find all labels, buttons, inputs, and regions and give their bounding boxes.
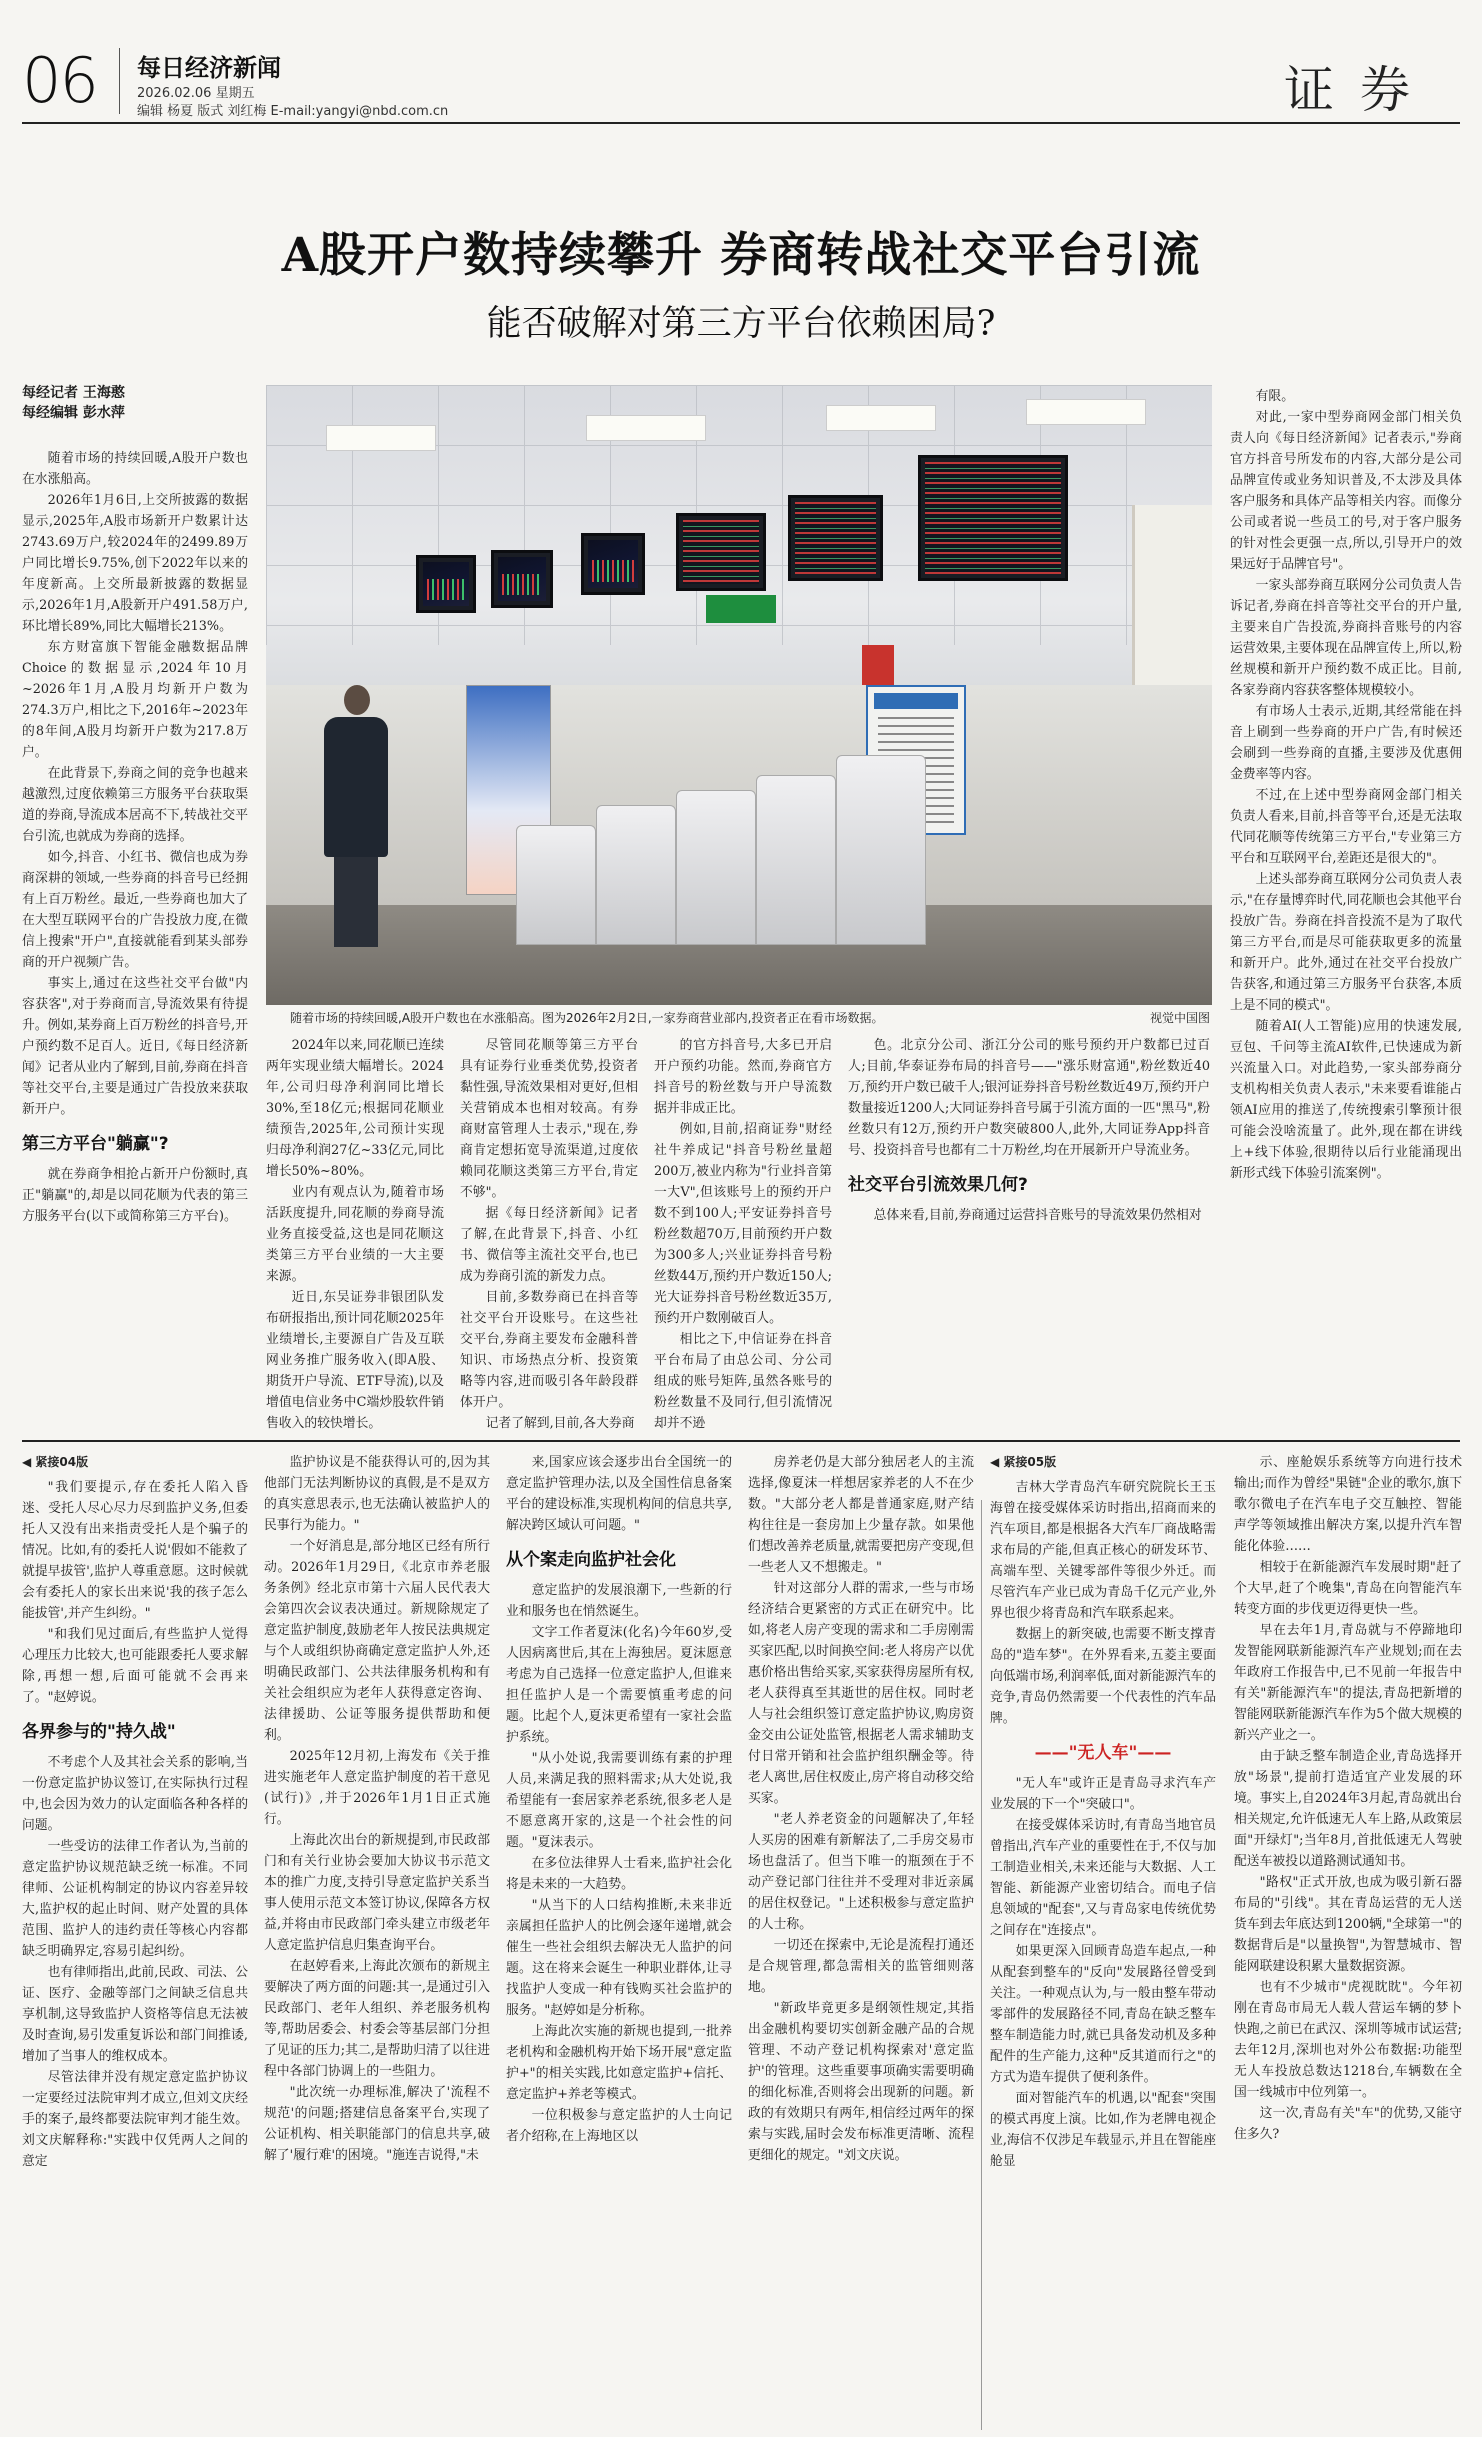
article-column-4 <box>654 1035 832 1435</box>
paragraph: 色。北京分公司、浙江分公司的账号预约开户数都已过百人;目前,华泰证券布局的抖音号——"涨乐财富通",粉丝数近40万,预约开户数已破千人;银河证券抖音号粉丝数近49万,预约开户数量接近1200人;大同证券抖音号属于引流方面的一匹"黑马",粉丝数只有12万,预约开户数突破800人,此外,大同证券App抖音号、投资抖音号也都有二十万粉丝,均在开展新开户导流业务。 <box>848 1038 1210 1158</box>
photo-exit-sign <box>706 595 776 623</box>
paragraph: 数据上的新突破,也需要不断支撑青岛的"造车梦"。在外界看来,五菱主要面向低端市场,利润率低,面对新能源汽车的竞争,青岛仍然需要一个代表性的汽车品牌。 <box>990 1627 1216 1726</box>
article-column-3 <box>460 1035 638 1435</box>
paragraph: 2024年以来,同花顺已连续两年实现业绩大幅增长。2024年,公司归母净利润同比增长30%,至18亿元;根据同花顺业绩预告,2025年,公司预计实现归母净利润27亿~33亿元,同比增长50%~80%。 <box>266 1038 444 1179</box>
paragraph: 目前,多数券商已在抖音等社交平台开设账号。在这些社交平台,券商主要发布金融科普知识、市场热点分析、投资策略等内容,进而吸引各年龄段群体开户。 <box>460 1290 638 1410</box>
paragraph: 东方财富旗下智能金融数据品牌Choice的数据显示,2024年10月~2026年1月,A股月均新开户数为274.3万户,相比之下,2016年~2023年的8年间,A股月均新开户数为217.8万户。 <box>22 640 248 760</box>
paragraph: 也有律师指出,此前,民政、司法、公证、医疗、金融等部门之间缺乏信息共享机制,这导致监护人资格等信息无法被及时查询,易引发重复诉讼和部门间推诿,增加了当事人的维权成本。 <box>22 1965 248 2064</box>
column-rule <box>981 1500 982 2430</box>
paragraph: "路权"正式开放,也成为吸引新石器布局的"引线"。其在青岛运营的无人送货车到去年底达到1200辆,"全球第一"的数据背后是"以量换智",为智慧城市、智能网联建设积累大量数据资源。 <box>1234 1875 1462 1974</box>
photo-ceiling-light <box>826 405 936 431</box>
paragraph: 总体来看,目前,券商通过运营抖音账号的导流效果仍然相对 <box>873 1208 1202 1223</box>
section-subtitle: 第三方平台"躺赢"? <box>22 1134 169 1154</box>
photo-kiosk <box>756 775 836 945</box>
continued-column-6 <box>1234 1452 1462 2432</box>
news-photo <box>266 385 1212 1005</box>
paragraph: 早在去年1月,青岛就与不停蹄地印发智能网联新能源汽车产业规划;而在去年政府工作报告中,已不见前一年报告中有关"新能源汽车"的提法,青岛把新增的智能网联新能源汽车作为5个做大规模的新兴产业之一。 <box>1234 1623 1462 1743</box>
photo-ceiling-light <box>326 425 436 451</box>
paragraph: "从当下的人口结构推断,未来非近亲属担任监护人的比例会逐年递增,就会催生一些社会组织去解决无人监护的问题。这在将来会诞生一种职业群体,让寻找监护人变成一种有钱购买社会监护的服务。"赵婷如是分析称。 <box>506 1898 732 2018</box>
paragraph: 监护协议是不能获得认可的,因为其他部门无法判断协议的真假,是不是双方的真实意思表示,也无法确认被监护人的民事行为能力。" <box>264 1455 490 1533</box>
section-subtitle: 从个案走向监护社会化 <box>506 1550 676 1570</box>
paragraph: 尽管法律并没有规定意定监护协议一定要经过法院审判才成立,但刘文庆经手的案子,最终都要法院审判才能生效。刘文庆解释称:"实践中仅凭两人之间的意定 <box>22 2070 248 2169</box>
photo-monitor <box>416 555 476 613</box>
section-subtitle: 社交平台引流效果几何? <box>848 1175 1028 1195</box>
paragraph: 一切还在探索中,无论是流程打通还是合规管理,都急需相关的监管细则落地。 <box>748 1938 974 1995</box>
newspaper-name: 每日经济新闻 <box>137 54 281 82</box>
photo-kiosk <box>676 790 756 945</box>
section-title: 证券 <box>1284 61 1436 119</box>
page-number: 06 <box>22 44 97 117</box>
paragraph: 随着市场的持续回暖,A股开户数也在水涨船高。 <box>22 451 248 487</box>
paragraph: 也有不少城市"虎视眈眈"。今年初刚在青岛市局无人载人营运车辆的梦卜快跑,之前已在武汉、深圳等城市试运营;去年12月,深圳也对外公布数据:功能型无人车投放总数达1218台,车辆数在全国一线城市中位列第一。 <box>1234 1980 1462 2100</box>
paragraph: 上述头部券商互联网分公司负责人表示,"在存量博弈时代,同花顺也会其他平台投放广告。券商在抖音投流不是为了取代第三方平台,而是尽可能获取更多的流量和新开户。此外,通过在社交平台投放广告获客,和通过第三方服务平台获客,本质上是不同的模式"。 <box>1230 872 1462 1013</box>
paragraph: 不过,在上述中型券商网金部门相关负责人看来,目前,抖音等平台,还是无法取代同花顺等传统第三方平台,"专业第三方平台和互联网平台,差距还是很大的"。 <box>1230 788 1462 866</box>
paragraph: 文字工作者夏沫(化名)今年60岁,受人因病离世后,其在上海独居。夏沫愿意考虑为自己选择一位意定监护人,但谁来担任监护人是一个需要慎重考虑的问题。比起个人,夏沫更希望有一家社会监护系统。 <box>506 1625 732 1745</box>
paragraph: 这一次,青岛有关"车"的优势,又能守住多久? <box>1234 2106 1462 2142</box>
paragraph: 相比之下,中信证券在抖音平台布局了由总公司、分公司组成的账号矩阵,虽然各账号的粉丝数量不及同行,但引流情况却并不逊 <box>654 1332 832 1431</box>
paragraph: 意定监护的发展浪潮下,一些新的行业和服务也在悄然诞生。 <box>506 1583 732 1619</box>
section-divider <box>22 1440 1460 1442</box>
paragraph: 房养老仍是大部分独居老人的主流选择,像夏沫一样想居家养老的人不在少数。"大部分老人都是普通家庭,财产结构往往是一套房加上少量存款。如果他们想改善养老质量,就需要把房产变现,但一些老人又不想搬走。" <box>748 1455 974 1575</box>
paragraph: 一个好消息是,部分地区已经有所行动。2026年1月29日,《北京市养老服务条例》经北京市第十六届人民代表大会第四次会议表决通过。新规除规定了意定监护制度,鼓励老年人按民法典规定与个人或组织协商确定意定监护人外,还明确民政部门、公共法律服务机构和有关社会组织应为老年人获得意定咨询、法律援助、公证等服务提供帮助和便利。 <box>264 1539 490 1743</box>
paragraph: 一些受访的法律工作者认为,当前的意定监护协议规范缺乏统一标准。不同律师、公证机构制定的协议内容差异较大,监护权的起止时间、财产处置的具体范围、监护人的违约责任等核心内容都缺乏明确界定,容易引起纠纷。 <box>22 1839 248 1959</box>
photo-caption: 随着市场的持续回暖,A股开户数也在水涨船高。图为2026年2月2日,一家券商营业部内,投资者正在看市场数据。 <box>290 1011 884 1025</box>
paragraph: 的官方抖音号,大多已开启开户预约功能。然而,券商官方抖音号的粉丝数与开户导流数据并非成正比。 <box>654 1038 832 1116</box>
photo-ceiling-light <box>586 415 706 441</box>
paragraph: 来,国家应该会逐步出台全国统一的意定监护管理办法,以及全国性信息备案平台的建设标准,实现机构间的信息共享,解决跨区域认可问题。" <box>506 1455 732 1533</box>
article-column-6 <box>1230 386 1462 1438</box>
byline-reporter: 每经记者 王海憨 <box>22 385 125 401</box>
paragraph: 一位积极参与意定监护的人士向记者介绍称,在上海地区以 <box>506 2108 732 2144</box>
editors-line: 编辑 杨夏 版式 刘红梅 E-mail:yangyi@nbd.com.cn <box>137 104 449 119</box>
continued-column-4 <box>748 1452 974 2432</box>
paragraph: "老人养老资金的问题解决了,年轻人买房的困难有新解法了,二手房交易市场也盘活了。但当下唯一的瓶颈在于不动产登记部门往往并不受理对非近亲属的居住权登记。"上述积极参与意定监护的人士称。 <box>748 1812 974 1932</box>
paragraph: 一家头部券商互联网分公司负责人告诉记者,券商在抖音等社交平台的开户量,主要来自广告投流,券商抖音账号的内容运营效果,主要体现在品牌宣传上,所以,粉丝规模和新开户预约数不成正比。目前,各家券商内容获客整体规模较小。 <box>1230 578 1462 698</box>
continued-column-2 <box>264 1452 490 2432</box>
paragraph: 随着AI(人工智能)应用的快速发展,豆包、千问等主流AI软件,已快速成为新兴流量入口。对此趋势,一家头部券商分支机构相关负责人表示,"未来要看谁能占领AI应用的推送了,传统搜索引擎预计很可能会没啥流量了。此外,现在都在讲线上+线下体验,很期待以后行业能涌现出新形式线下体验引流案例"。 <box>1230 1019 1462 1181</box>
article-column-1 <box>22 448 248 1438</box>
paragraph: 如今,抖音、小红书、微信也成为券商深耕的领域,一些券商的抖音号已经拥有上百万粉丝。最近,一些券商也加大了在大型互联网平台的广告投放力度,在微信上搜索"开户",直接就能看到某头部券商的开户视频广告。 <box>22 850 248 970</box>
photo-monitor <box>676 513 766 591</box>
paragraph: 上海此次实施的新规也提到,一批养老机构和金融机构开始下场开展"意定监护+"的相关实践,比如意定监护+信托、意定监护+养老等模式。 <box>506 2024 732 2102</box>
paragraph: 记者了解到,目前,各大券商 <box>485 1416 635 1431</box>
photo-monitor <box>918 455 1068 581</box>
paragraph: 就在券商争相抢占新开户份额时,真正"躺赢"的,却是以同花顺为代表的第三方服务平台(以下或简称第三方平台)。 <box>22 1167 248 1224</box>
paragraph: 事实上,通过在这些社交平台做"内容获客",对于券商而言,导流效果有待提升。例如,某券商上百万粉丝的抖音号,开户预约数不足百人。近日,《每日经济新闻》记者从业内了解到,目前,券商在抖音等社交平台,主要是通过广告投放来获取新开户。 <box>22 976 248 1117</box>
paragraph: 据《每日经济新闻》记者了解,在此背景下,抖音、小红书、微信等主流社交平台,也已成为券商引流的新发力点。 <box>460 1206 638 1284</box>
paragraph: "和我们见过面后,有些监护人觉得心理压力比较大,也可能跟委托人要求解除,再想一想,后面可能就不会再来了。"赵婷说。 <box>22 1627 248 1705</box>
photo-credit: 视觉中国图 <box>1149 1011 1210 1025</box>
paragraph: 面对智能汽车的机遇,以"配套"突围的模式再度上演。比如,作为老牌电视企业,海信不仅涉足车载显示,并且在智能座舱显 <box>990 2091 1216 2169</box>
paragraph: 2025年12月初,上海发布《关于推进实施老年人意定监护制度的若干意见(试行)》,并于2026年1月1日正式施行。 <box>264 1749 490 1827</box>
continued-column-3 <box>506 1452 732 2432</box>
masthead-divider <box>119 48 120 114</box>
paragraph: 吉林大学青岛汽车研究院院长王玉海曾在接受媒体采访时指出,招商而来的汽车项目,都是根据各大汽车厂商战略需求布局的产能,但真正核心的研发环节、高端车型、关键零部件等很少外迁。而尽管汽车产业已成为青岛千亿元产业,外界也很少将青岛和汽车联系起来。 <box>990 1480 1216 1621</box>
byline <box>22 383 125 423</box>
paragraph: 有限。 <box>1255 389 1294 404</box>
paragraph: 尽管同花顺等第三方平台具有证券行业垂类优势,投资者黏性强,导流效果相对更好,但相关营销成本也相对较高。有券商财富管理人士表示,"现在,券商肯定想拓宽导流渠道,过度依赖同花顺这类第三方平台,肯定不够"。 <box>460 1038 638 1200</box>
photo-investor <box>324 685 388 945</box>
headline: A股开户数持续攀升 券商转战社交平台引流 <box>281 228 1201 283</box>
paragraph: 对此,一家中型券商网金部门相关负责人向《每日经济新闻》记者表示,"券商官方抖音号所发布的内容,大部分是公司品牌宣传或业务知识普及,不太涉及具体客户服务和具体产品等相关内容。而像分公司或者说一些员工的号,对于客户服务的针对性会更强一点,所以,引导开户的效果远好于品牌官号"。 <box>1230 410 1462 572</box>
paragraph: 2026年1月6日,上交所披露的数据显示,2025年,A股市场新开户数累计达2743.69万户,较2024年的2499.89万户同比增长9.75%,创下2022年以来的年度新高。上交所最新披露的数据显示,2026年1月,A股新开户491.58万户,环比增长89%,同比大幅增长213%。 <box>22 493 248 634</box>
paragraph: 例如,目前,招商证券"财经社牛养成记"抖音号粉丝量超200万,被业内称为"行业抖音第一大V",但该账号上的预约开户数不到100人;平安证券抖音号粉丝数超70万,目前预约开户数为300多人;兴业证券抖音号粉丝数44万,预约开户数近150人;光大证券抖音号粉丝数近35万,预约开户数刚破百人。 <box>654 1122 832 1326</box>
continued-from-tag: ◀ 紧接04版 <box>22 1455 89 1469</box>
issue-date: 2026.02.06 星期五 <box>137 86 255 101</box>
byline-editor: 每经编辑 彭水萍 <box>22 405 125 421</box>
paragraph: 如果更深入回顾青岛造车起点,一种从配套到整车的"反向"发展路径曾受到关注。一种观点认为,与一般由整车带动零部件的发展路径不同,青岛在缺乏整车整车制造能力时,就已具备发动机及多种配件的生产能力,这种"反其道而行之"的方式为造车提供了便利条件。 <box>990 1944 1216 2085</box>
section-subtitle: 各界参与的"持久战" <box>22 1722 176 1742</box>
continued-from-tag: ◀ 紧接05版 <box>990 1455 1057 1469</box>
continued-column-5 <box>990 1452 1216 2432</box>
photo-kiosk <box>516 825 596 945</box>
article-column-5 <box>848 1035 1210 1435</box>
paragraph: 由于缺乏整车制造企业,青岛选择开放"场景",提前打造适宜产业发展的环境。事实上,自2024年3月起,青岛就出台相关规定,允许低速无人车上路,从政策层面"开绿灯";当年8月,首批低速无人驾驶配送车被投以道路测试通知书。 <box>1234 1749 1462 1869</box>
paragraph: 针对这部分人群的需求,一些与市场经济结合更紧密的方式正在研究中。比如,将老人房产变现的需求和二手房刚需买家匹配,以时间换空间:老人将房产以优惠价格出售给买家,买家获得房屋所有权,老人获得真至其逝世的居住权。同时老人与社会组织签订意定监护协议,购房资金交由公证处监管,根据老人需求辅助支付日常开销和社会监护组织酬金等。待老人离世,居住权废止,房产将自动移交给买家。 <box>748 1581 974 1806</box>
photo-ceiling-light <box>1026 399 1146 425</box>
paragraph: "无人车"或许正是青岛寻求汽车产业发展的下一个"突破口"。 <box>990 1776 1216 1812</box>
masthead <box>22 44 1460 124</box>
photo-monitor <box>788 495 883 581</box>
paragraph: "新政毕竟更多是纲领性规定,其指出金融机构要切实创新金融产品的合规管理、不动产登记机构探索对'意定监护'的管理。这些重要事项确实需要明确的细化标准,否则将会出现新的问题。新政的有效期只有两年,相信经过两年的探索与实践,届时会发布标准更清晰、流程更细化的规定。"刘文庆说。 <box>748 2001 974 2163</box>
paragraph: 上海此次出台的新规提到,市民政部门和有关行业协会要加大协议书示范文本的推广力度,支持引导意定监护关系当事人使用示范文本签订协议,保障各方权益,并将由市民政部门牵头建立市级老年人意定监护信息归集查询平台。 <box>264 1833 490 1953</box>
paragraph: 近日,东吴证券非银团队发布研报指出,预计同花顺2025年业绩增长,主要源自广告及互联网业务推广服务收入(即A股、期货开户导流、ETF导流),以及增值电信业务中C端炒股软件销售收入的较快增长。 <box>266 1290 444 1431</box>
paragraph: "此次统一办理标准,解决了'流程不规范'的问题;搭建信息备案平台,实现了公证机构、相关职能部门的信息共享,破解了'履行难'的困境。"施连吉说得,"未 <box>264 2085 490 2163</box>
paragraph: "我们要提示,存在委托人陷入昏迷、受托人尽心尽力尽到监护义务,但委托人又没有出来指责受托人是个骗子的情况。比如,有的委托人说'假如不能救了就提早拔管',监护人尊重意愿。这时候就会有委托人的家长出来说'我的孩子怎么能拔管',并产生纠纷。" <box>22 1480 248 1621</box>
paragraph: "从小处说,我需要训练有素的护理人员,来满足我的照料需求;从大处说,我希望能有一套居家养老系统,很多老人是不愿意离开家的,这是一个社会性的问题。"夏沫表示。 <box>506 1751 732 1850</box>
photo-kiosk <box>836 755 926 945</box>
photo-monitor <box>581 533 645 595</box>
paragraph: 在此背景下,券商之间的竞争也越来越激烈,过度依赖第三方服务平台获取渠道的券商,导流成本居高不下,转战社交平台引流,也就成为券商的选择。 <box>22 766 248 844</box>
paragraph: 在多位法律界人士看来,监护社会化将是未来的一大趋势。 <box>506 1856 732 1892</box>
photo-monitor <box>491 550 553 608</box>
paragraph: 有市场人士表示,近期,其经常能在抖音上刷到一些券商的开户广告,有时候还会刷到一些券商的直播,主要涉及优惠佣金费率等内容。 <box>1230 704 1462 782</box>
paragraph: 相较于在新能源汽车发展时期"赶了个大早,赶了个晚集",青岛在向智能汽车转变方面的步伐更迈得更快一些。 <box>1234 1560 1462 1617</box>
continued-column-1 <box>22 1452 248 2432</box>
section-subtitle: ——"无人车"—— <box>1034 1743 1172 1763</box>
article-column-2 <box>266 1035 444 1435</box>
photo-red-sign <box>862 645 894 685</box>
paragraph: 示、座舱娱乐系统等方向进行技术输出;而作为曾经"果链"企业的歌尔,旗下歌尔微电子在汽车电子交互触控、智能声学等领域推出解决方案,以提升汽车智能化体验…… <box>1234 1455 1462 1554</box>
subheadline: 能否破解对第三方平台依赖困局? <box>486 304 996 344</box>
paragraph: 不考虑个人及其社会关系的影响,当一份意定监护协议签订,在实际执行过程中,也会因为效力的认定面临各种各样的问题。 <box>22 1755 248 1833</box>
photo-kiosk <box>596 805 676 945</box>
paragraph: 在接受媒体采访时,有青岛当地官员曾指出,汽车产业的重要性在于,不仅与加工制造业相关,未来还能与大数据、人工智能、新能源产业密切结合。而电子信息领域的"配套",又与青岛家电传统优势之间存在"连接点"。 <box>990 1818 1216 1938</box>
paragraph: 业内有观点认为,随着市场活跃度提升,同花顺的券商导流业务直接受益,这也是同花顺这类第三方平台业绩的一大主要来源。 <box>266 1185 444 1284</box>
paragraph: 在赵婷看来,上海此次颁布的新规主要解决了两方面的问题:其一,是通过引入民政部门、老年人组织、养老服务机构等,帮助居委会、村委会等基层部门分担了见证的压力;其二,是帮助归清了以往进程中各部门协调上的一些阻力。 <box>264 1959 490 2079</box>
